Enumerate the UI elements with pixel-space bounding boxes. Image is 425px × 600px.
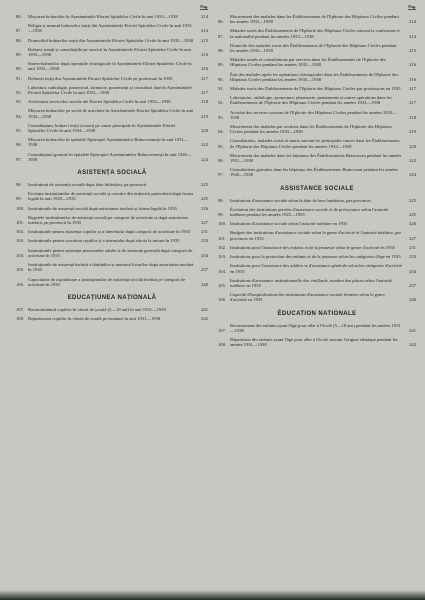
entry-title: Malades sortis des Établissements de l'Ephorie des Hôpitaux Civiles suivant la confession et la nationalité pendant les années 1933—1938 [230,28,400,39]
entry-number: 87. [16,28,22,34]
toc-entry [218,86,416,91]
entry-number: 89. [218,62,224,68]
entry-page-number: 237 [409,282,416,288]
entry-number: 108. [218,342,227,348]
entry-page-number: 240 [409,297,416,303]
entry-number: 87. [218,33,224,39]
toc-entry [16,61,208,71]
toc-entry [16,152,208,162]
entry-page-number: 214 [409,33,416,39]
toc-entry [16,85,208,95]
toc-entry [218,167,416,177]
entry-title: Mouvement des malades par sections dans les Établissements de l'Ephorie des Hôpitaux Civiles pendant les années 1933—1938 [230,124,392,135]
toc-entry [16,182,208,187]
toc-entry [218,14,416,24]
entry-page-number: 225 [201,182,208,188]
entry-title: Mouvement des malades dans les Établissements de l'Ephorie des Hôpitaux Civiles pendant les années 1933—1938 [230,14,399,25]
entry-title: Institutions d'assistance sociale selon l'autorité tutélaire en 1935 [230,221,348,227]
entry-page-number: 218 [409,114,416,120]
toc-entry [16,47,208,57]
entry-page-number: 231 [201,229,208,235]
toc-entry [218,72,416,82]
entry-page-number: 241 [201,306,208,312]
toc-entry [218,28,416,38]
entry-number: 100. [16,205,25,211]
section-title-education: EDUCAȚIUNEA NAȚIONALĂ [67,294,157,301]
entry-page-number: 216 [409,62,416,68]
entry-page-number: 217 [201,90,208,96]
entry-number: 86. [218,19,224,25]
entry-number: 95. [218,143,224,149]
entry-title: Laboratoire, radiologie, prosecture, pharmacie, pansements et autres opérations dans les Établissements de l'Ephorie des Hôpitaux Civiles pendant les années 1933—1938 [230,95,392,106]
toc-entry [218,43,416,53]
toc-entry [16,215,208,225]
right-column [218,4,416,351]
page-column-header: Pag. [408,4,416,9]
entry-page-number: 216 [201,66,208,72]
toc-entry [16,229,208,234]
entry-page-number: 217 [409,86,416,92]
toc-entry [218,254,416,259]
entry-title: Activité des services sociaux de l'Ephorie des Hôpitaux Civiles pendant les années 1933—1938 [230,109,397,120]
entry-title: Recensement des enfants ayant l'âge pour aller à l'école (5—18 ans) pendant les années 1931—1938 [230,322,401,333]
entry-title: Bugetele instituțiunilor de asistență socială pe categorii de activitate și după autoritatea tutelară, pe provincii în 1935 [28,214,188,226]
entry-number: 99. [16,196,22,202]
toc-entry [218,95,416,105]
entry-number: 93. [218,114,224,120]
entry-title: Mouvement des malades dans les hôpitaux des Établissements Brancovan pendant les années 1931—1938 [230,152,402,164]
entry-page-number: 222 [409,158,416,164]
entry-title: État des malades après les opérations chirurgicales dans les Établissements de l'Ephorie des Hôpitaux Civiles pendant les années 1933—1938 [230,71,399,82]
entry-page-number: 215 [409,48,416,54]
toc-entry [16,206,208,211]
entry-page-number: 233 [409,254,416,260]
entry-title: Domiciliul bolnavilor ieșiți din Așezămintele Eforiei Spitalelor Civile în anii 1933—1938 [28,37,194,43]
entry-number: 96. [218,158,224,164]
entry-number: 89. [16,52,22,58]
entry-page-number: 220 [201,128,208,134]
entry-title: Répartition des enfants ayant l'âge pour aller à l'école suivant l'origine ethnique pendant les années 1931—1938 [230,336,398,348]
toc-entry [218,57,416,67]
entry-number: 107. [16,306,25,312]
entry-number: 107. [218,327,227,333]
entry-number: 99. [218,212,224,218]
entry-number: 104. [218,268,227,274]
left-education-list [16,307,208,321]
entry-title: Institutions pour l'assistance des adultes et d'assistance générale selon les catégories d'activité en 1935 [230,263,402,274]
entry-title: Instituțiuni de asistență socială după data înființării, pe provincii [28,182,147,188]
entry-number: 105. [218,282,227,288]
entry-page-number: 214 [409,19,416,25]
left-hospital-list [16,14,208,162]
entry-number: 102. [16,229,25,235]
entry-page-number: 216 [201,52,208,58]
entry-page-number: 225 [201,196,208,202]
entry-number: 103. [218,254,227,260]
entry-number: 93. [16,99,22,105]
toc-entry [16,277,208,287]
entry-page-number: 219 [409,129,416,135]
entry-page-number: 242 [409,342,416,348]
entry-number: 88. [16,37,22,43]
entry-title: Laborator, radiologie, prosectură, farmacie, ponomenți și consulturi date în Așezămintele Eforiei Spitalelor Civile în anii 1933—1938 [28,84,192,96]
entry-number: 94. [16,113,22,119]
entry-title: Institutions pour l'assistance des enfants et de la jeunesse selon le genre d'activité en 1935 [230,244,395,250]
entry-title: Instituțiunile pentru ocrotirea copiilor și a tineretului după vârsta la intrare în 1935 [28,238,180,244]
entry-title: Budgets des institutions d'assistance sociale selon le genre d'activité et l'autorité tutélaire, par provinces en 1935 [230,230,401,241]
entry-title: Consultations, malades sortis et morts suivant les principales causes dans les Établissements de l'Ephorie des Hôpitaux Civiles pendant les années 1934—1938 [230,138,400,149]
entry-title: Instituțiunile de asistență socială după autoritatea tutelară și forma legală în 1935 [28,205,177,211]
entry-number: 104. [16,252,25,258]
entry-title: Institutions d'assistance sociale selon la date de leur fondation, par provinces [230,197,372,203]
toc-entry [218,263,416,273]
entry-number: 90. [16,66,22,72]
entry-page-number: 214 [201,28,208,34]
toc-entry [16,238,208,243]
right-hospital-list [218,14,416,178]
toc-entry [218,153,416,163]
entry-number: 86. [16,14,22,19]
toc-entry [218,124,416,134]
entry-page-number: 237 [201,267,208,273]
toc-entry [218,337,416,347]
entry-title: Repartizarea copiilor în vârstă de școală pe neamuri în anii 1931—1938 [28,316,161,322]
entry-page-number: 224 [409,172,416,178]
entry-title: Starea bolnavilor după operațiile chirurgicale în Așezămintele Eforiei Spitalelor Civile în anii 1933—1938 [28,61,192,72]
entry-page-number: 217 [409,100,416,106]
entry-title: Activitatea serviciilor sociale ale Eforiei Spitalelor Civile în anii 1933—1938 [28,99,171,105]
entry-title: Consultațiuni gratuite în spitalele Epitropiei Așezămintelor Brâncovenești în anii 1926—1938 [28,151,192,162]
entry-title: Consultations gratuites dans les hôpitaux des Établissements Brancovan pendant les années 1926—1938 [230,167,398,178]
entry-number: 98. [218,197,224,203]
entry-title: Mișcarea bolnavilor pe secții de activitate în Așezămintele Eforiei Spitalelor Civile în anii 1933—1938 [28,108,194,119]
entry-number: 92. [16,90,22,96]
entry-number: 97. [16,156,22,162]
toc-entry [218,110,416,120]
entry-title: Instituțiunile pentru asistența persoanelor adulte și de asistență generală după categorii de activitate în 1935 [28,247,193,258]
entry-number: 98. [16,182,22,188]
entry-page-number: 217 [201,75,208,81]
entry-title: Capacité d'hospitalisation des institutions d'assistance sociale fermées selon le genre d'activité en 1935 [230,292,385,303]
entry-number: 106. [16,281,25,287]
entry-number: 91. [218,86,224,92]
toc-entry [218,292,416,302]
entry-page-number: 214 [201,14,208,19]
entry-title: Bolnavi tratați și consultațiile pe servicii în Așezămintele Eforiei Spitalelor Civile în anii 1933—1938 [28,46,192,58]
entry-number: 101. [16,220,25,226]
toc-entry [218,230,416,240]
entry-number: 95. [16,128,22,134]
entry-number: 102. [218,244,227,250]
entry-title: Recensământul copiilor în vârstă de școală (5—18 ani) în anii 1931—1938 [28,306,166,312]
entry-title: Institutions pour la protection des enfants et de la jeunesse selon les catégories d'âge en 1935 [230,254,401,260]
entry-title: Consultațiuni, bolnavi ieșiți și morți pe cauze principale în Așezămintele Eforiei Spitalelor Civile în anii 1934—1938 [28,122,176,134]
entry-title: Mișcarea bolnavilor în spitalele Epitropiei Așezămintelor Brâncovenești în anii 1931—1938 [28,137,189,148]
right-social-list [218,198,416,303]
entry-number: 106. [218,297,227,303]
toc-entry [16,137,208,147]
entry-page-number: 234 [201,252,208,258]
entry-title: Évolution des institutions privées d'assistance sociale et de prévoyance selon l'autorité tutélaire pendant les années 1925—1935 [230,206,389,218]
entry-number: 88. [218,48,224,54]
toc-entry [16,76,208,81]
toc-entry [16,23,208,33]
entry-title: Malades sortis des Établissements de l'Ephorie des Hôpitaux Civiles par professions en 1935 [230,86,401,92]
entry-page-number: 240 [201,281,208,287]
entry-number: 92. [218,100,224,106]
entry-title: Instituțiunile de asistență închisă a bătrânilor și numărul locurilor după autoritatea tutelară în 1935 [28,262,194,273]
toc-entry [16,99,208,104]
toc-entry [16,14,208,19]
entry-title: Instituțiunile pentru asistența copiilor și a tineretului după categorii de activitate în 1935 [28,229,191,235]
entry-page-number: 225 [409,197,416,203]
toc-entry [218,221,416,226]
toc-entry [16,38,208,43]
toc-entry [16,307,208,312]
toc-entry [218,207,416,217]
entry-page-number: 226 [409,221,416,227]
entry-title: Capacitatea de ospitalizare a instituțiunilor de asistență socială închisă pe categorii de activitate în 1935 [28,276,186,287]
page-column-header: Pag. [200,4,208,9]
entry-page-number: 224 [201,156,208,162]
entry-number: 94. [218,129,224,135]
entry-page-number: 218 [201,99,208,105]
entry-number: 108. [16,316,25,322]
entry-number: 100. [218,221,227,227]
page-edge-shadow [0,590,425,600]
left-social-list [16,182,208,287]
entry-title: Evoluția instituțiunilor de asistență socială și ocrotire din inițiativă particulară după forma legală în anii 1925—1935 [28,191,194,202]
entry-number: 101. [218,235,227,241]
toc-entry [16,248,208,258]
entry-page-number: 220 [409,143,416,149]
section-title-education: ÉDUCATION NATIONALE [277,310,357,317]
entry-page-number: 241 [409,327,416,333]
entry-title: Bolnavii ieșiți din Așezămintele Eforiei Spitalelor Civile pe profesiuni în 1935 [28,75,173,81]
entry-title: Institutions d'assistance institutionnelle des vieillards, nombre des places selon l'autorité tutélaire en 1935 [230,277,392,288]
entry-number: 90. [218,76,224,82]
toc-entry [218,323,416,333]
entry-page-number: 216 [409,76,416,82]
entry-page-number: 227 [201,220,208,226]
entry-number: 105. [16,267,25,273]
entry-title: Mișcarea bolnavilor în Așezămintele Eforiei Spitalelor Civile în anii 1933—1938 [28,14,178,19]
entry-title: Religia și neamul bolnavilor ieșiți din Așezămintele Eforiei Spitalelor Civile în anii 1933—1938 [28,23,192,34]
entry-title: Malades traités et consultations par services dans les Établissements de l'Ephorie des Hôpitaux Civiles pendant les années 1933—1938 [230,57,386,68]
entry-page-number: 219 [201,113,208,119]
entry-number: 97. [218,172,224,178]
entry-number: 91. [16,75,22,81]
section-title-social: ASSISTANCE SOCIALE [280,185,354,192]
toc-entry [16,108,208,118]
entry-page-number: 242 [201,316,208,322]
section-title-social: ASISTENȚA SOCIALĂ [77,170,147,177]
entry-number: 103. [16,238,25,244]
entry-page-number: 225 [409,212,416,218]
entry-page-number: 226 [201,205,208,211]
left-column [16,4,208,325]
toc-entry [218,138,416,148]
toc-entry [218,198,416,203]
toc-entry [16,316,208,321]
entry-page-number: 233 [201,238,208,244]
entry-page-number: 215 [201,37,208,43]
toc-entry [218,278,416,288]
entry-page-number: 234 [409,268,416,274]
toc-entry [16,123,208,133]
entry-page-number: 231 [409,244,416,250]
entry-number: 96. [16,142,22,148]
toc-entry [16,262,208,272]
entry-title: Domicile des malades sortis des Établissements de l'Ephorie des Hôpitaux Civiles pendant les années 1933—1938 [230,42,397,54]
entry-page-number: 222 [201,142,208,148]
right-education-list [218,323,416,348]
entry-page-number: 227 [409,235,416,241]
toc-entry [16,191,208,201]
toc-entry [218,245,416,250]
